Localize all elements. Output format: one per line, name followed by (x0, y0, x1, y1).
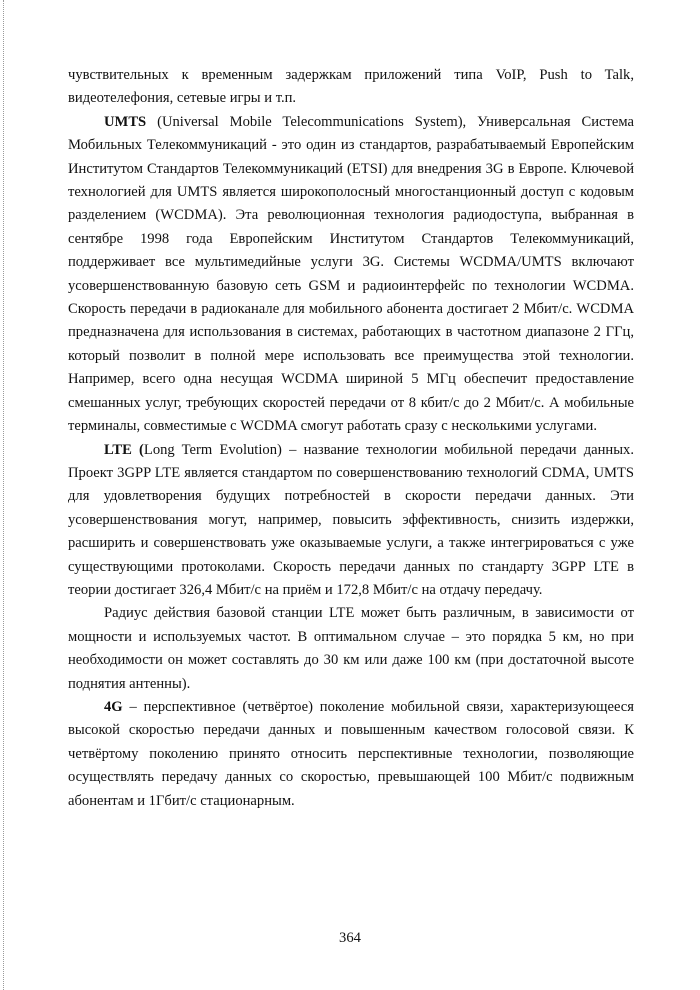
page-left-edge (3, 0, 4, 990)
term-4g: 4G (104, 698, 123, 715)
paragraph-umts (68, 111, 634, 439)
term-lte: LTE ( (104, 441, 144, 458)
paragraph-continuation (68, 64, 634, 111)
term-umts: UMTS (104, 113, 147, 130)
paragraph-text: чувствительных к временным задержкам приложений типа VoIP, Push to Talk, видеотелефония, сетевые игры и т.п. (68, 67, 634, 107)
paragraph-lte (68, 439, 634, 603)
paragraph-text: – перспективное (четвёртое) поколение мобильной связи, характеризующееся высокой скоростью передачи данных и повышенным качеством голосовой связи. К четвёртому поколению принято относить перспективные технологии, позволяющие осуществлять передачу данных со скоростью, превышающей 100 Мбит/с подвижным абонентам и 1Гбит/с стационарным. (68, 698, 634, 809)
paragraph-lte-radius (68, 602, 634, 696)
paragraph-text: Радиус действия базовой станции LTE может быть различным, в зависимости от мощности и используемых частот. В оптимальном случае – это порядка 5 км, но при необходимости он может составлять до 30 км или даже 100 км (при достаточной высоте поднятия антенны). (68, 605, 634, 692)
paragraph-4g (68, 696, 634, 813)
document-body (68, 64, 634, 813)
page-number: 364 (339, 930, 361, 946)
paragraph-text: (Universal Mobile Telecommunications System), Универсальная Система Мобильных Телекоммуникаций - это один из стандартов, разрабатываемый Европейским Институтом Стандартов Телекоммуникаций (ETSI) для внедрения 3G в Европе. Ключевой технологией для UMTS является широкополосный многостанционный доступ с кодовым разделением (WCDMA). Эта революционная технология радиодоступа, выбранная в сентябре 1998 года Европейским Институтом Стандартов Телекоммуникаций, поддерживает все мультимедийные услуги 3G. Системы WCDMA/UMTS включают усовершенствованную базовую сеть GSM и радиоинтерфейс по технологии WCDMA. Скорость передачи в радиоканале для мобильного абонента достигает 2 Мбит/с. WCDMA предназначена для использования в системах, работающих в частотном диапазоне 2 ГГц, который позволит в полной мере использовать все преимущества этой технологии. Например, всего одна несущая WCDMA шириной 5 МГц обеспечит предоставление смешанных услуг, требующих скоростей передачи от 8 кбит/с до 2 Мбит/с. А мобильные терминалы, совместимые с WCDMA смогут работать сразу с несколькими услугами. (68, 113, 634, 435)
paragraph-text: Long Term Evolution) – название технологии мобильной передачи данных. Проект 3GPP LTE является стандартом по совершенствованию технологий CDMA, UMTS для удовлетворения будущих потребностей в скорости передачи данных. Эти усовершенствования могут, например, повысить эффективность, снизить издержки, расширить и совершенствовать уже оказываемые услуги, а также интегрироваться с уже существующими протоколами. Скорость передачи данных по стандарту 3GPP LTE в теории достигает 326,4 Мбит/с на приём и 172,8 Мбит/с на отдачу передачу. (68, 441, 634, 598)
